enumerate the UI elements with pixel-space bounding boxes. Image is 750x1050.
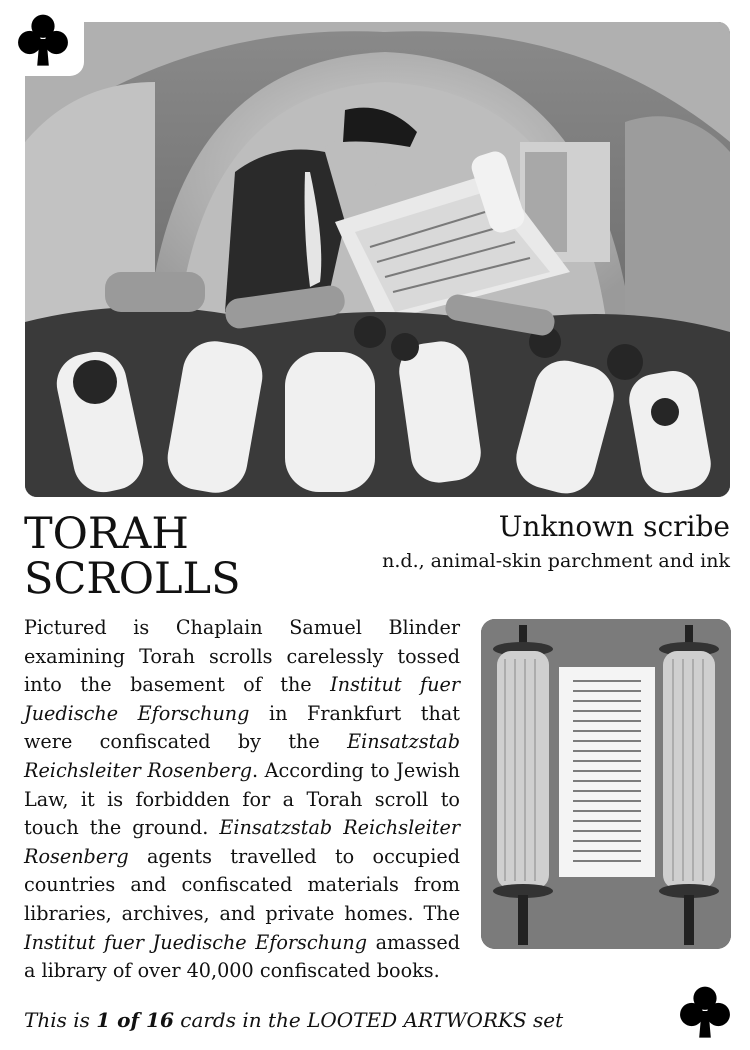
club-icon bbox=[676, 982, 734, 1040]
description-italic-1: Institut fuer Juedische Eforschung bbox=[24, 673, 461, 725]
description-text-4: agents travelled to occupied countries and confiscated materials from libraries, archives, and private homes. The bbox=[24, 844, 460, 925]
description-italic-4: Institut fuer Juedische Eforschung bbox=[24, 930, 368, 954]
club-icon bbox=[14, 10, 72, 68]
description-text-3: . According to Jewish Law, it is forbidden for a Torah scroll to touch the ground. bbox=[24, 758, 460, 840]
footer-suffix: cards in the LOOTED ARTWORKS set bbox=[173, 1008, 564, 1032]
description-italic-2: Einsatzstab Reichsleiter Rosenberg bbox=[24, 730, 460, 782]
description-text-2: in Frankfurt that were confiscated by the bbox=[24, 701, 461, 754]
main-photo-image bbox=[25, 22, 730, 497]
description-italic-3: Einsatzstab Reichsleiter Rosenberg bbox=[24, 816, 460, 868]
card-title-line-2: SCROLLS bbox=[24, 554, 241, 604]
description-text-1: Pictured is Chaplain Samuel Blinder examining Torah scrolls carelessly tossed into the basement of the bbox=[24, 616, 460, 697]
card-title-line-1: TORAH bbox=[24, 509, 189, 559]
card-set-footer bbox=[24, 1008, 563, 1032]
card-description bbox=[24, 614, 460, 986]
artist-name: Unknown scribe bbox=[498, 510, 730, 543]
torah-scroll-image bbox=[481, 619, 731, 949]
footer-prefix: This is bbox=[24, 1008, 97, 1032]
card-count: 1 of 16 bbox=[96, 1008, 174, 1032]
suit-badge-top bbox=[0, 0, 84, 76]
suit-badge-bottom bbox=[676, 982, 734, 1040]
artwork-medium: n.d., animal-skin parchment and ink bbox=[382, 550, 730, 572]
description-text-5: amassed a library of over 40,000 confiscated books. bbox=[24, 930, 460, 983]
card-title bbox=[24, 509, 284, 604]
main-photo bbox=[25, 22, 730, 497]
torah-scroll-photo bbox=[481, 619, 731, 949]
